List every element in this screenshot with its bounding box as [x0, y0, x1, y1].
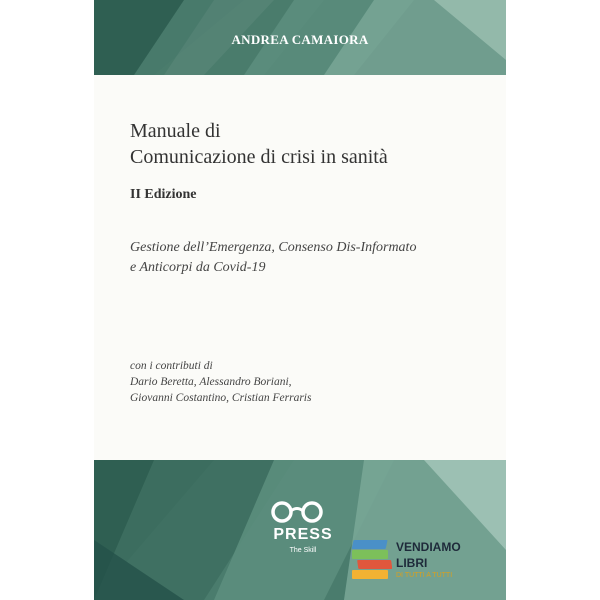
edition-label: II Edizione	[130, 187, 197, 202]
watermark-line-1: VENDIAMO	[396, 540, 461, 554]
contributors-intro: con i contributi di	[130, 360, 213, 372]
publisher-tagline: The Skill	[289, 547, 317, 554]
watermark-line-3: DI TUTTI A TUTTI	[396, 572, 453, 579]
book-title-line-2: Comunicazione di crisi in sanità	[130, 146, 388, 168]
book-title-line-1: Manuale di	[130, 120, 221, 142]
author-name: ANDREA CAMAIORA	[231, 32, 369, 47]
book-cover	[94, 0, 506, 600]
publisher-name: PRESS	[273, 526, 333, 543]
vendiamo-libri-watermark	[350, 538, 490, 588]
watermark-line-2: LIBRI	[396, 556, 428, 570]
glasses-icon	[268, 500, 326, 524]
press-logo	[268, 500, 338, 570]
stacked-books-icon	[350, 538, 392, 584]
contributors-names-2: Giovanni Costantino, Cristian Ferraris	[130, 392, 312, 404]
subtitle-line-1: Gestione dell’Emergenza, Consenso Dis-Informato	[130, 240, 417, 255]
top-green-band	[94, 0, 506, 75]
contributors-names-1: Dario Beretta, Alessandro Boriani,	[130, 376, 292, 388]
subtitle-line-2: e Anticorpi da Covid-19	[130, 260, 266, 275]
